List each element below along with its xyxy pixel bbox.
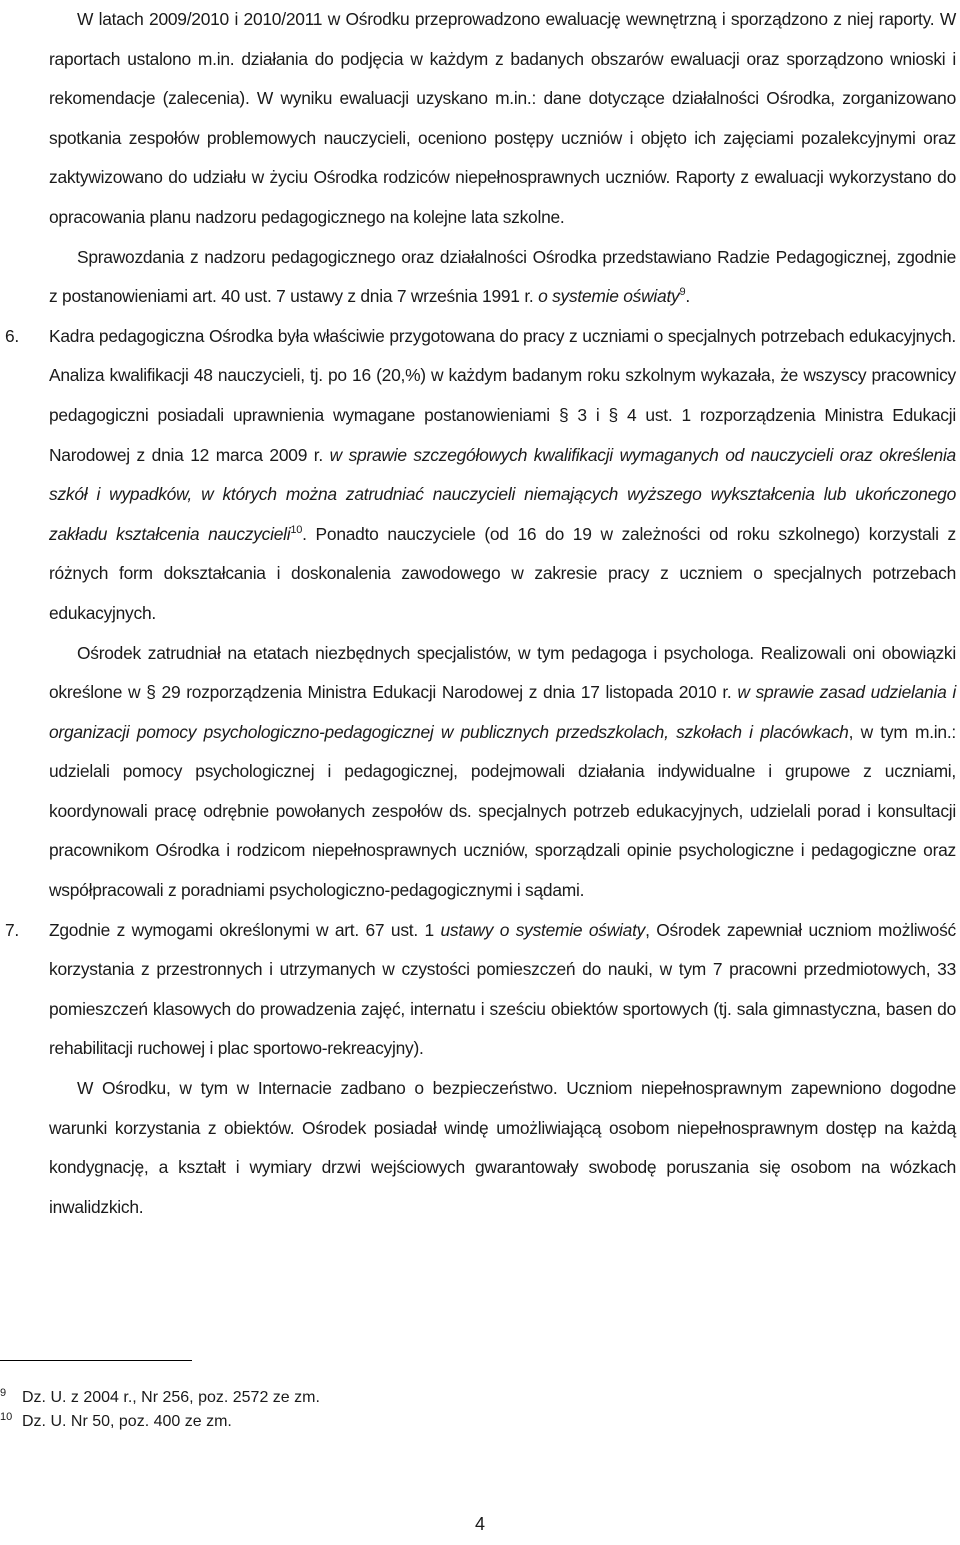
footnote-text: Dz. U. Nr 50, poz. 400 ze zm. xyxy=(22,1413,232,1430)
footnote-divider xyxy=(0,1360,192,1361)
act-title-2: ustawy o systemie oświaty xyxy=(440,919,646,940)
paragraph-facilities: Zgodnie z wymogami określonymi w art. 67 ust. 1 ustawy o systemie oświaty, Ośrodek zapewniał uczniom możliwość korzystania z przestronnych i utrzymanych w czystości pomieszczeń do nauki, w tym 7 pracowni przedmiotowych, 33 pomieszczeń klasowych do prowadzenia zajęć, internatu i sześciu obiektów sportowych (tj. sala gimnastyczna, basen do rehabilitacji ruchowej i plac sportowo-rekreacyjny). xyxy=(49,919,956,1059)
list-item-6 xyxy=(5,317,956,634)
paragraph-safety: W Ośrodku, w tym w Internacie zadbano o bezpieczeństwo. Uczniom niepełnosprawnym zapewniono dogodne warunki korzystania z obiektów. Ośrodek posiadał windę umożliwiającą osobom niepełnosprawnym dostęp na każdą kondygnację, a kształt i wymiary drzwi wejściowych gwarantowały swobodę poruszania się osobom na wózkach inwalidzkich. xyxy=(49,1078,956,1217)
body-text xyxy=(5,0,956,1227)
footnote-10: 10 Dz. U. Nr 50, poz. 400 ze zm. xyxy=(0,1410,232,1430)
footnote-9: 9 Dz. U. z 2004 r., Nr 256, poz. 2572 ze zm. xyxy=(0,1386,320,1406)
paragraph-reports: Sprawozdania z nadzoru pedagogicznego oraz działalności Ośrodka przedstawiano Radzie Pedagogicznej, zgodnie z postanowieniami art. 40 ust. 7 ustawy z dnia 7 września 1991 r. o systemie oświaty$^9$. xyxy=(49,246,956,307)
page-number: 4 xyxy=(474,1514,485,1534)
regulation-title: w sprawie szczegółowych kwalifikacji wymaganych od nauczycieli oraz określenia szkół i wypadków, w których można zatrudniać nauczycieli niemających wyższego wykształcenia lub ukończonego zakładu kształcenia nauczycieli xyxy=(49,444,956,544)
footnote-ref-10: 10 xyxy=(290,523,303,536)
regulation-title-2: w sprawie zasad udzielania i organizacji pomocy psychologiczno-pedagogicznej w publicznych przedszkolach, szkołach i placówkach xyxy=(49,682,956,742)
list-item-7 xyxy=(5,911,956,1069)
paragraph-qualifications: Kadra pedagogiczna Ośrodka była właściwie przygotowana do pracy z uczniami o specjalnych potrzebach edukacyjnych. Analiza kwalifikacji 48 nauczycieli, tj. po 16 (20,%) w każdym badanym roku szkolnym wykazała, że wszyscy pracownicy pedagogiczni posiadali uprawnienia wymagane postanowieniami § 3 i § 4 ust. 1 rozporządzenia Ministra Edukacji Narodowej z dnia 12 marca 2009 r. w sprawie szczegółowych kwalifikacji wymaganych od nauczycieli oraz określenia szkół i wypadków, w których można zatrudniać nauczycieli niemających wyższego wykształcenia lub ukończonego zakładu kształcenia nauczycieli$^{10}$. Ponadto nauczyciele (od 16 do 19 w zależności od roku szkolnego) korzystali z różnych form dokształcania i doskonalenia zawodowego w zakresie pracy z uczniem o specjalnych potrzebach edukacyjnych. xyxy=(49,325,956,623)
list-number: 6. xyxy=(5,325,20,346)
list-number: 7. xyxy=(5,919,20,940)
paragraph-specialists: Ośrodek zatrudniał na etatach niezbędnych specjalistów, w tym pedagoga i psychologa. Realizowali oni obowiązki określone w § 29 rozporządzenia Ministra Edukacji Narodowej z dnia 17 listopada 2010 r. w sprawie zasad udzielania i organizacji pomocy psychologiczno-pedagogicznej w publicznych przedszkolach, szkołach i placówkach, w tym m.in.: udzielali pomocy psychologicznej i pedagogicznej, podejmowali działania indywidualne i grupowe z uczniami, koordynowali pracę odrębnie powołanych zespołów ds. specjalnych potrzeb edukacyjnych, udzielali porad i konsultacji pracownikom Ośrodka i rodzicom niepełnosprawnych uczniów, sporządzali opinie psychologiczne i pedagogiczne oraz współpracowali z poradniami psychologiczno-pedagogicznymi i sądami. xyxy=(49,642,956,901)
act-title: o systemie oświaty xyxy=(538,286,680,307)
footnote-text: Dz. U. z 2004 r., Nr 256, poz. 2572 ze zm. xyxy=(22,1389,320,1406)
paragraph-evaluation: W latach 2009/2010 i 2010/2011 w Ośrodku przeprowadzono ewaluację wewnętrzną i sporządzono z niej raporty. W raportach ustalono m.in. działania do podjęcia w każdym z badanych obszarów ewaluacji oraz sporządzono wnioski i rekomendacje (zalecenia). W wyniku ewaluacji uzyskano m.in.: dane dotyczące działalności Ośrodka, zorganizowano spotkania zespołów problemowych nauczycieli, oceniono postępy uczniów i objęto ich zajęciami pozalekcyjnymi oraz zaktywizowano do udziału w życiu Ośrodka rodziców niepełnosprawnych uczniów. Raporty z ewaluacji wykorzystano do opracowania planu nadzoru pedagogicznego na kolejne lata szkolne. xyxy=(49,9,956,227)
footnote-ref-9: 9 xyxy=(679,286,686,299)
